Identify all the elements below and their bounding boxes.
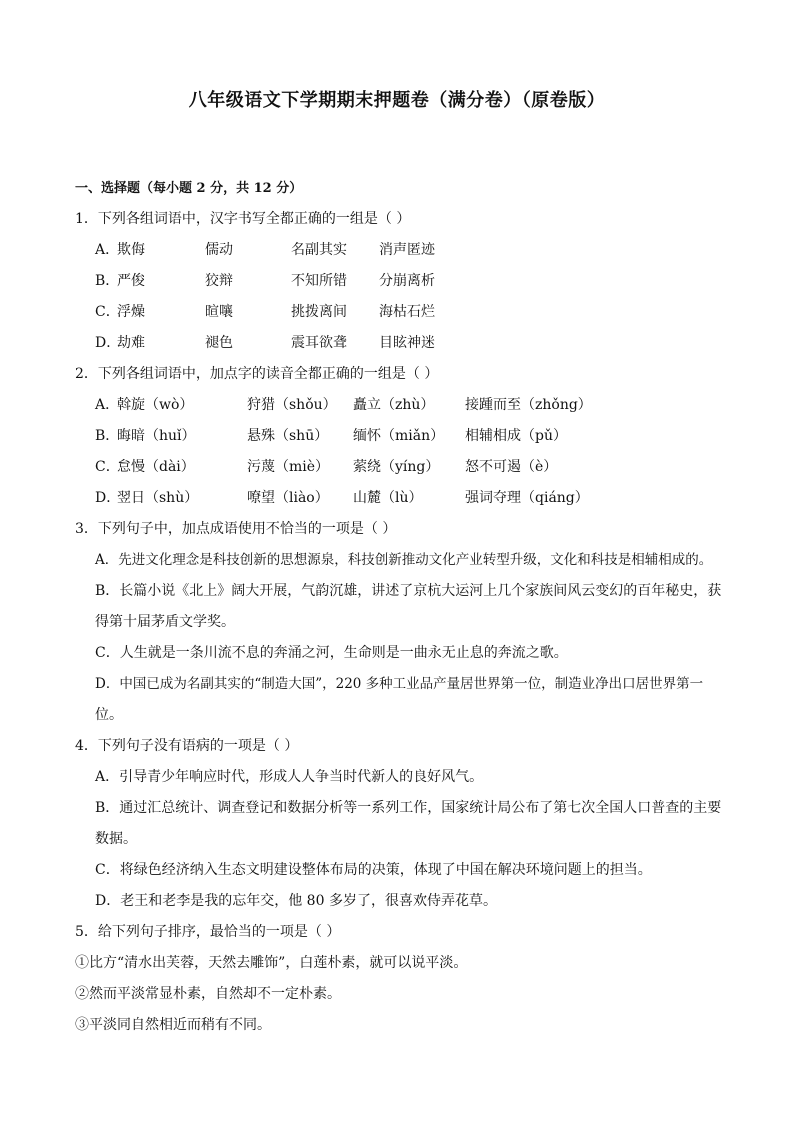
question-2-option-c	[75, 452, 725, 483]
option-word: 褪色	[205, 335, 233, 351]
option-word: 接踵而至（zhǒng）	[465, 397, 592, 413]
option-word: 嘹望（liào）	[247, 490, 329, 506]
option-word: 缅怀（miǎn）	[353, 428, 445, 444]
option-label: B．	[95, 428, 120, 444]
option-label: C．	[95, 304, 120, 320]
question-1-option-a	[75, 235, 725, 266]
question-3-option-d-line-1: D．中国已成为名副其实的“制造大国”，220 多种工业品产量居世界第一位，制造业净出口居世界第一	[95, 676, 704, 692]
exam-content	[75, 180, 725, 1041]
question-2-option-a	[75, 390, 725, 421]
option-word: 消声匿迹	[379, 242, 435, 258]
option-word: 浮燥	[117, 304, 145, 320]
page-title: 八年级语文下学期期末押题卷（满分卷）（原卷版）	[188, 90, 606, 111]
option-word: 翌日（shù）	[117, 490, 199, 506]
option-word: 不知所错	[291, 273, 347, 289]
option-word: 怒不可遏（è）	[465, 459, 558, 475]
option-word: 矗立（zhù）	[353, 397, 435, 413]
option-word: 严俊	[117, 273, 145, 289]
option-label: C．	[95, 459, 120, 475]
question-5-stem: 5．给下列句子排序，最恰当的一项是（ ）	[75, 924, 341, 940]
option-word: 悬殊（shū）	[247, 428, 329, 444]
option-label: D．	[95, 335, 121, 351]
question-3-stem: 3．下列句子中，加点成语使用不恰当的一项是（ ）	[75, 521, 397, 537]
option-word: 晦暗（huǐ）	[117, 428, 196, 444]
question-3-option-a: A．先进文化理念是科技创新的思想源泉，科技创新推动文化产业转型升级，文化和科技是相辅相成的。	[95, 552, 713, 568]
question-3-option-c: C．人生就是一条川流不息的奔涌之河，生命则是一曲永无止息的奔流之歌。	[95, 645, 568, 661]
question-4-option-d: D．老王和老李是我的忘年交，他 80 多岁了，很喜欢侍弄花草。	[95, 893, 497, 909]
option-word: 怠慢（dài）	[117, 459, 195, 475]
option-word: 震耳欲聋	[291, 335, 347, 351]
option-word: 名副其实	[291, 242, 347, 258]
sentence-3: ③平淡同自然相近而稍有不同。	[75, 1017, 271, 1033]
option-word: 污蔑（miè）	[247, 459, 330, 475]
question-2-stem: 2．下列各组词语中，加点字的读音全都正确的一组是（ ）	[75, 366, 439, 382]
option-word: 山麓（lù）	[353, 490, 423, 506]
question-2-option-b	[75, 421, 725, 452]
option-label: D．	[95, 490, 121, 506]
option-label: A．	[95, 242, 120, 258]
option-word: 狩猎（shǒu）	[247, 397, 337, 413]
question-3-option-b-line-2: 得第十届茅盾文学奖。	[95, 614, 235, 630]
option-label: A．	[95, 397, 120, 413]
option-word: 萦绕（yíng）	[353, 459, 440, 475]
section-heading: 一、选择题（每小题 2 分，共 12 分）	[75, 181, 303, 196]
question-2-option-d	[75, 483, 725, 514]
question-3-option-b-line-1: B．长篇小说《北上》阔大开展，气韵沉雄，讲述了京杭大运河上几个家族间风云变幻的百年秘史，获	[95, 583, 722, 599]
question-4-option-a: A．引导青少年响应时代，形成人人争当时代新人的良好风气。	[95, 769, 484, 785]
option-word: 海枯石烂	[379, 304, 435, 320]
option-word: 斡旋（wò）	[117, 397, 194, 413]
option-word: 欺侮	[117, 242, 145, 258]
option-label: B．	[95, 273, 120, 289]
sentence-2: ②然而平淡常显朴素，自然却不一定朴素。	[75, 986, 341, 1002]
option-word: 相辅相成（pǔ）	[465, 428, 567, 444]
question-4-stem: 4．下列句子没有语病的一项是（ ）	[75, 738, 299, 754]
option-word: 儒动	[205, 242, 233, 258]
option-word: 挑拨离间	[291, 304, 347, 320]
question-1-option-c	[75, 297, 725, 328]
option-word: 强词夺理（qiáng）	[465, 490, 589, 506]
option-word: 目眩神迷	[379, 335, 435, 351]
option-word: 劫难	[117, 335, 145, 351]
question-4-option-b-line-2: 数据。	[95, 831, 137, 847]
sentence-1: ①比方“清水出芙蓉，天然去雕饰”，白莲朴素，就可以说平淡。	[75, 955, 468, 971]
question-1-stem: 1．下列各组词语中，汉字书写全都正确的一组是（ ）	[75, 211, 411, 227]
question-3-option-d-line-2: 位。	[95, 707, 123, 723]
question-4-option-b-line-1: B．通过汇总统计、调查登记和数据分析等一系列工作，国家统计局公布了第七次全国人口普查的主要	[95, 800, 722, 816]
question-4-option-c: C．将绿色经济纳入生态文明建设整体布局的决策，体现了中国在解决环境问题上的担当。	[95, 862, 652, 878]
option-word: 狡辩	[205, 273, 233, 289]
question-1-option-b	[75, 266, 725, 297]
option-word: 分崩离析	[379, 273, 435, 289]
option-word: 暄嚷	[205, 304, 233, 320]
question-1-option-d	[75, 328, 725, 359]
